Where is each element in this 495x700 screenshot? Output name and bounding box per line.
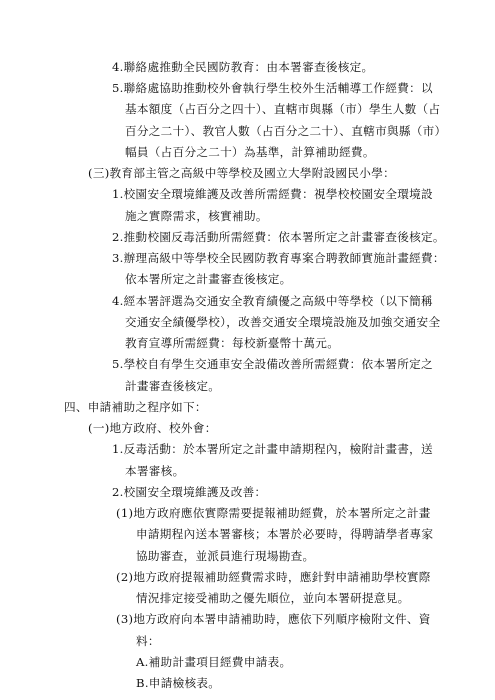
text-line: (三)教育部主管之高級中等學校及國立大學附設國民小學： bbox=[88, 166, 395, 180]
text-line: 依本署所定之計畫審查後核定。 bbox=[125, 272, 292, 286]
text-line: B.申請檢核表。 bbox=[136, 676, 221, 690]
text-line: 5.聯絡處協助推動校外會執行學生校外生活輔導工作經費：以 bbox=[112, 81, 433, 95]
text-line: 協助審查，並派員進行現場勘查。 bbox=[136, 549, 315, 563]
text-line: 4.聯絡處推動全民國防教育：由本署審查後核定。 bbox=[112, 60, 374, 74]
text-line: (2)地方政府提報補助經費需求時，應針對申請補助學校實際 bbox=[116, 570, 431, 584]
text-line: 4.經本署評選為交通安全教育績優之高級中等學校（以下簡稱 bbox=[112, 294, 433, 308]
subsection-heading: (一)地方政府、校外會： bbox=[88, 421, 217, 435]
text-line: (1)地方政府應依實際需要提報補助經費，於本署所定之計畫 bbox=[116, 506, 431, 520]
text-line: (3)地方政府向本署申請補助時，應依下列順序檢附文件、資 bbox=[116, 612, 431, 626]
text-line: A.補助計畫項目經費申請表。 bbox=[136, 655, 292, 669]
section-heading: 四、申請補助之程序如下： bbox=[64, 400, 207, 414]
text-line: 2.校園安全環境維護及改善： bbox=[112, 485, 267, 499]
text-line: 2.推動校園反毒活動所需經費：依本署所定之計畫審查後核定。 bbox=[112, 230, 445, 244]
text-line: 3.辦理高級中等學校全民國防教育專案合聘教師實施計畫經費： bbox=[112, 251, 445, 265]
text-line: 基本額度（占百分之四十）、直轄市與縣（市）學生人數（占 bbox=[125, 102, 441, 116]
text-line: 教育宣導所需經費：每校新臺幣十萬元。 bbox=[125, 336, 340, 350]
text-line: 百分之二十）、教官人數（占百分之二十）、直轄市與縣（市） bbox=[125, 124, 447, 138]
text-line: 交通安全績優學校），改善交通安全環境設施及加強交通安全 bbox=[125, 315, 441, 329]
text-line: 申請期程內送本署審核；本署於必要時，得聘請學者專家 bbox=[136, 527, 434, 541]
text-line: 1.校園安全環境維護及改善所需經費：視學校校園安全環境設 bbox=[112, 187, 433, 201]
text-line: 料： bbox=[136, 634, 160, 648]
text-line: 施之實際需求，核實補助。 bbox=[125, 209, 268, 223]
text-line: 計畫審查後核定。 bbox=[125, 379, 221, 393]
text-line: 本署審核。 bbox=[125, 464, 185, 478]
text-line: 幅員（占百分之二十）為基準，計算補助經費。 bbox=[125, 145, 375, 159]
text-line: 情況排定接受補助之優先順位，並向本署研提意見。 bbox=[136, 591, 410, 605]
text-line: 1.反毒活動：於本署所定之計畫申請期程內，檢附計畫書，送 bbox=[112, 442, 433, 456]
text-line: 5.學校自有學生交通車安全設備改善所需經費：依本署所定之 bbox=[112, 357, 433, 371]
